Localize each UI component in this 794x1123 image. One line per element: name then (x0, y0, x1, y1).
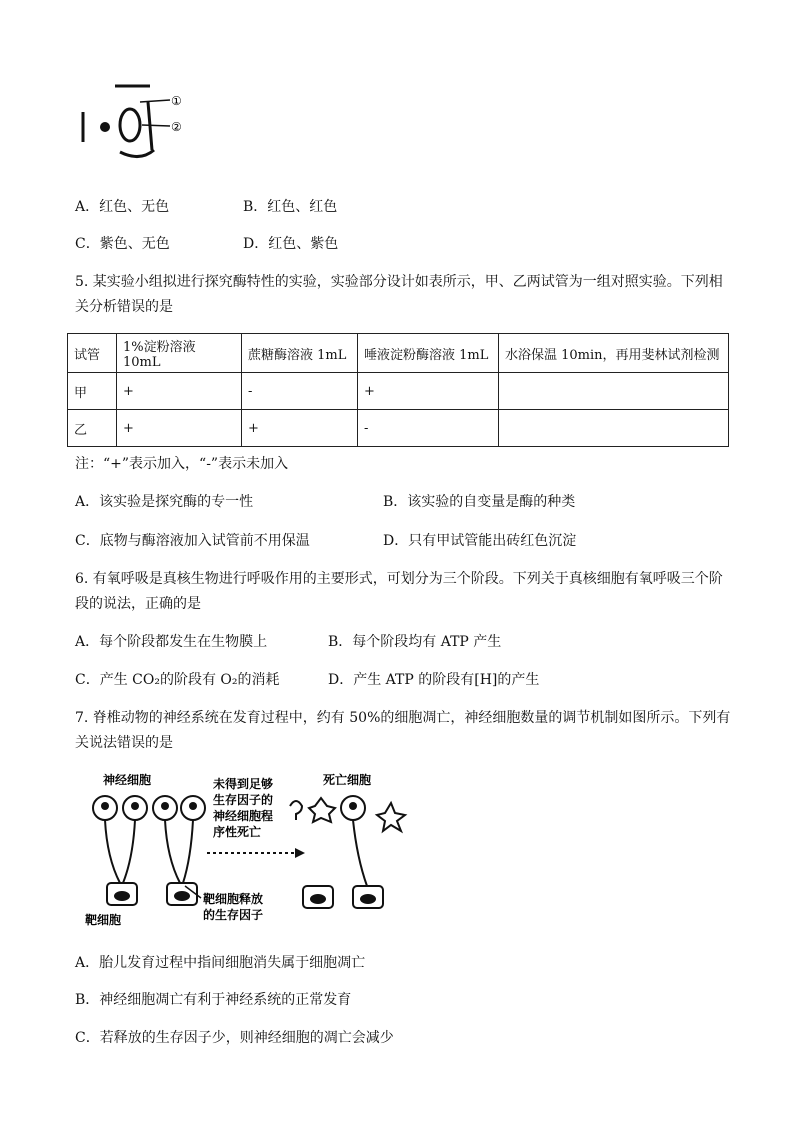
neuron-group-right (290, 796, 405, 908)
label-dead-cell: 死亡细胞 (323, 773, 372, 787)
q5-option-c[interactable]: C．底物与酶溶液加入试管前不用保温 (75, 533, 310, 549)
nucleus-dot (100, 122, 110, 132)
q5-stem-line2: 关分析错误的是 (75, 299, 173, 315)
target-nucleus (174, 891, 190, 901)
cell-structure-figure (70, 80, 190, 170)
table-header-cell: 水浴保温 10min，再用斐林试剂检测 (499, 334, 729, 373)
table-cell: + (117, 373, 242, 410)
target-nucleus (114, 891, 130, 901)
label-middle-4: 序性死亡 (213, 825, 262, 839)
q4-option-d[interactable]: D．红色、紫色 (243, 236, 339, 252)
arrow-head (295, 848, 305, 858)
table-header-cell: 试管 (68, 334, 117, 373)
table-row (68, 373, 729, 410)
axon (105, 820, 120, 883)
q5-option-b[interactable]: B．该实验的自变量是酶的种类 (383, 494, 576, 510)
pointer-line-1 (140, 100, 170, 102)
q6-stem-line1: 6. 有氧呼吸是真核生物进行呼吸作用的主要形式，可划分为三个阶段。下列关于真核细胞有氧呼吸三个阶 (75, 571, 723, 587)
neuron-apoptosis-figure (85, 768, 420, 933)
q5-table-note: 注：“+”表示加入，“-”表示未加入 (75, 456, 289, 472)
axon (353, 820, 367, 886)
axon (183, 820, 193, 883)
table-header-cell: 蔗糖酶溶液 1mL (242, 334, 358, 373)
q7-option-c[interactable]: C．若释放的生存因子少，则神经细胞的凋亡会减少 (75, 1030, 394, 1046)
table-cell: + (117, 410, 242, 447)
q6-option-b[interactable]: B．每个阶段均有 ATP 产生 (328, 634, 502, 650)
q6-option-c[interactable]: C．产生 CO₂的阶段有 O₂的消耗 (75, 672, 280, 688)
table-cell: 乙 (68, 410, 117, 447)
q7-option-b[interactable]: B．神经细胞凋亡有利于神经系统的正常发育 (75, 992, 352, 1008)
cell-wall-bottom (120, 150, 154, 157)
table-cell: + (358, 373, 499, 410)
experiment-table (67, 333, 729, 447)
q5-option-d[interactable]: D．只有甲试管能出砖红色沉淀 (383, 533, 577, 549)
q7-option-a[interactable]: A．胎儿发育过程中指间细胞消失属于细胞凋亡 (75, 955, 366, 971)
table-cell: + (242, 410, 358, 447)
q4-option-c[interactable]: C．紫色、无色 (75, 236, 170, 252)
q5-stem-line1: 5. 某实验小组拟进行探究酶特性的实验，实验部分设计如表所示，甲、乙两试管为一组对照实验。下列相 (75, 274, 723, 290)
table-header-cell: 唾液淀粉酶溶液 1mL (358, 334, 499, 373)
table-header-cell: 1%淀粉溶液 10mL (117, 334, 242, 373)
q5-option-a[interactable]: A．该实验是探究酶的专一性 (75, 494, 254, 510)
figure-label-2: ② (171, 120, 182, 134)
dead-cell-star-icon (377, 803, 405, 831)
q4-option-b[interactable]: B．红色、红色 (243, 199, 338, 215)
q4-option-a[interactable]: A．红色、无色 (75, 199, 170, 215)
label-neuron: 神经细胞 (103, 773, 152, 787)
table-cell (499, 410, 729, 447)
label-middle-2: 生存因子的 (213, 793, 274, 807)
table-cell: 甲 (68, 373, 117, 410)
table-cell: - (358, 410, 499, 447)
q6-stem-line2: 段的说法，正确的是 (75, 596, 201, 612)
q7-stem-line2: 关说法错误的是 (75, 735, 173, 751)
label-factor-2: 的生存因子 (203, 908, 264, 922)
table-header-row (68, 334, 729, 373)
q6-option-d[interactable]: D．产生 ATP 的阶段有[H]的产生 (328, 672, 540, 688)
axon (123, 820, 135, 883)
table-cell: - (242, 373, 358, 410)
dead-cell-star-icon (309, 798, 335, 822)
table-cell (499, 373, 729, 410)
label-factor-1: 靶细胞释放 (203, 892, 264, 906)
axon (165, 820, 180, 883)
neuron-group-left (93, 796, 205, 883)
figure-label-1: ① (171, 94, 182, 108)
q6-option-a[interactable]: A．每个阶段都发生在生物膜上 (75, 634, 268, 650)
vacuole-oval (120, 109, 140, 141)
table-row (68, 410, 729, 447)
q7-stem-line1: 7. 脊椎动物的神经系统在发育过程中，约有 50%的细胞凋亡，神经细胞数量的调节机制如图所示。下列有 (75, 710, 731, 726)
label-target-cell: 靶细胞 (85, 913, 122, 927)
pointer-line-2 (142, 125, 170, 126)
question-mark-icon (290, 801, 302, 820)
label-middle-1: 未得到足够 (213, 777, 274, 791)
label-middle-3: 神经细胞程 (213, 809, 274, 823)
